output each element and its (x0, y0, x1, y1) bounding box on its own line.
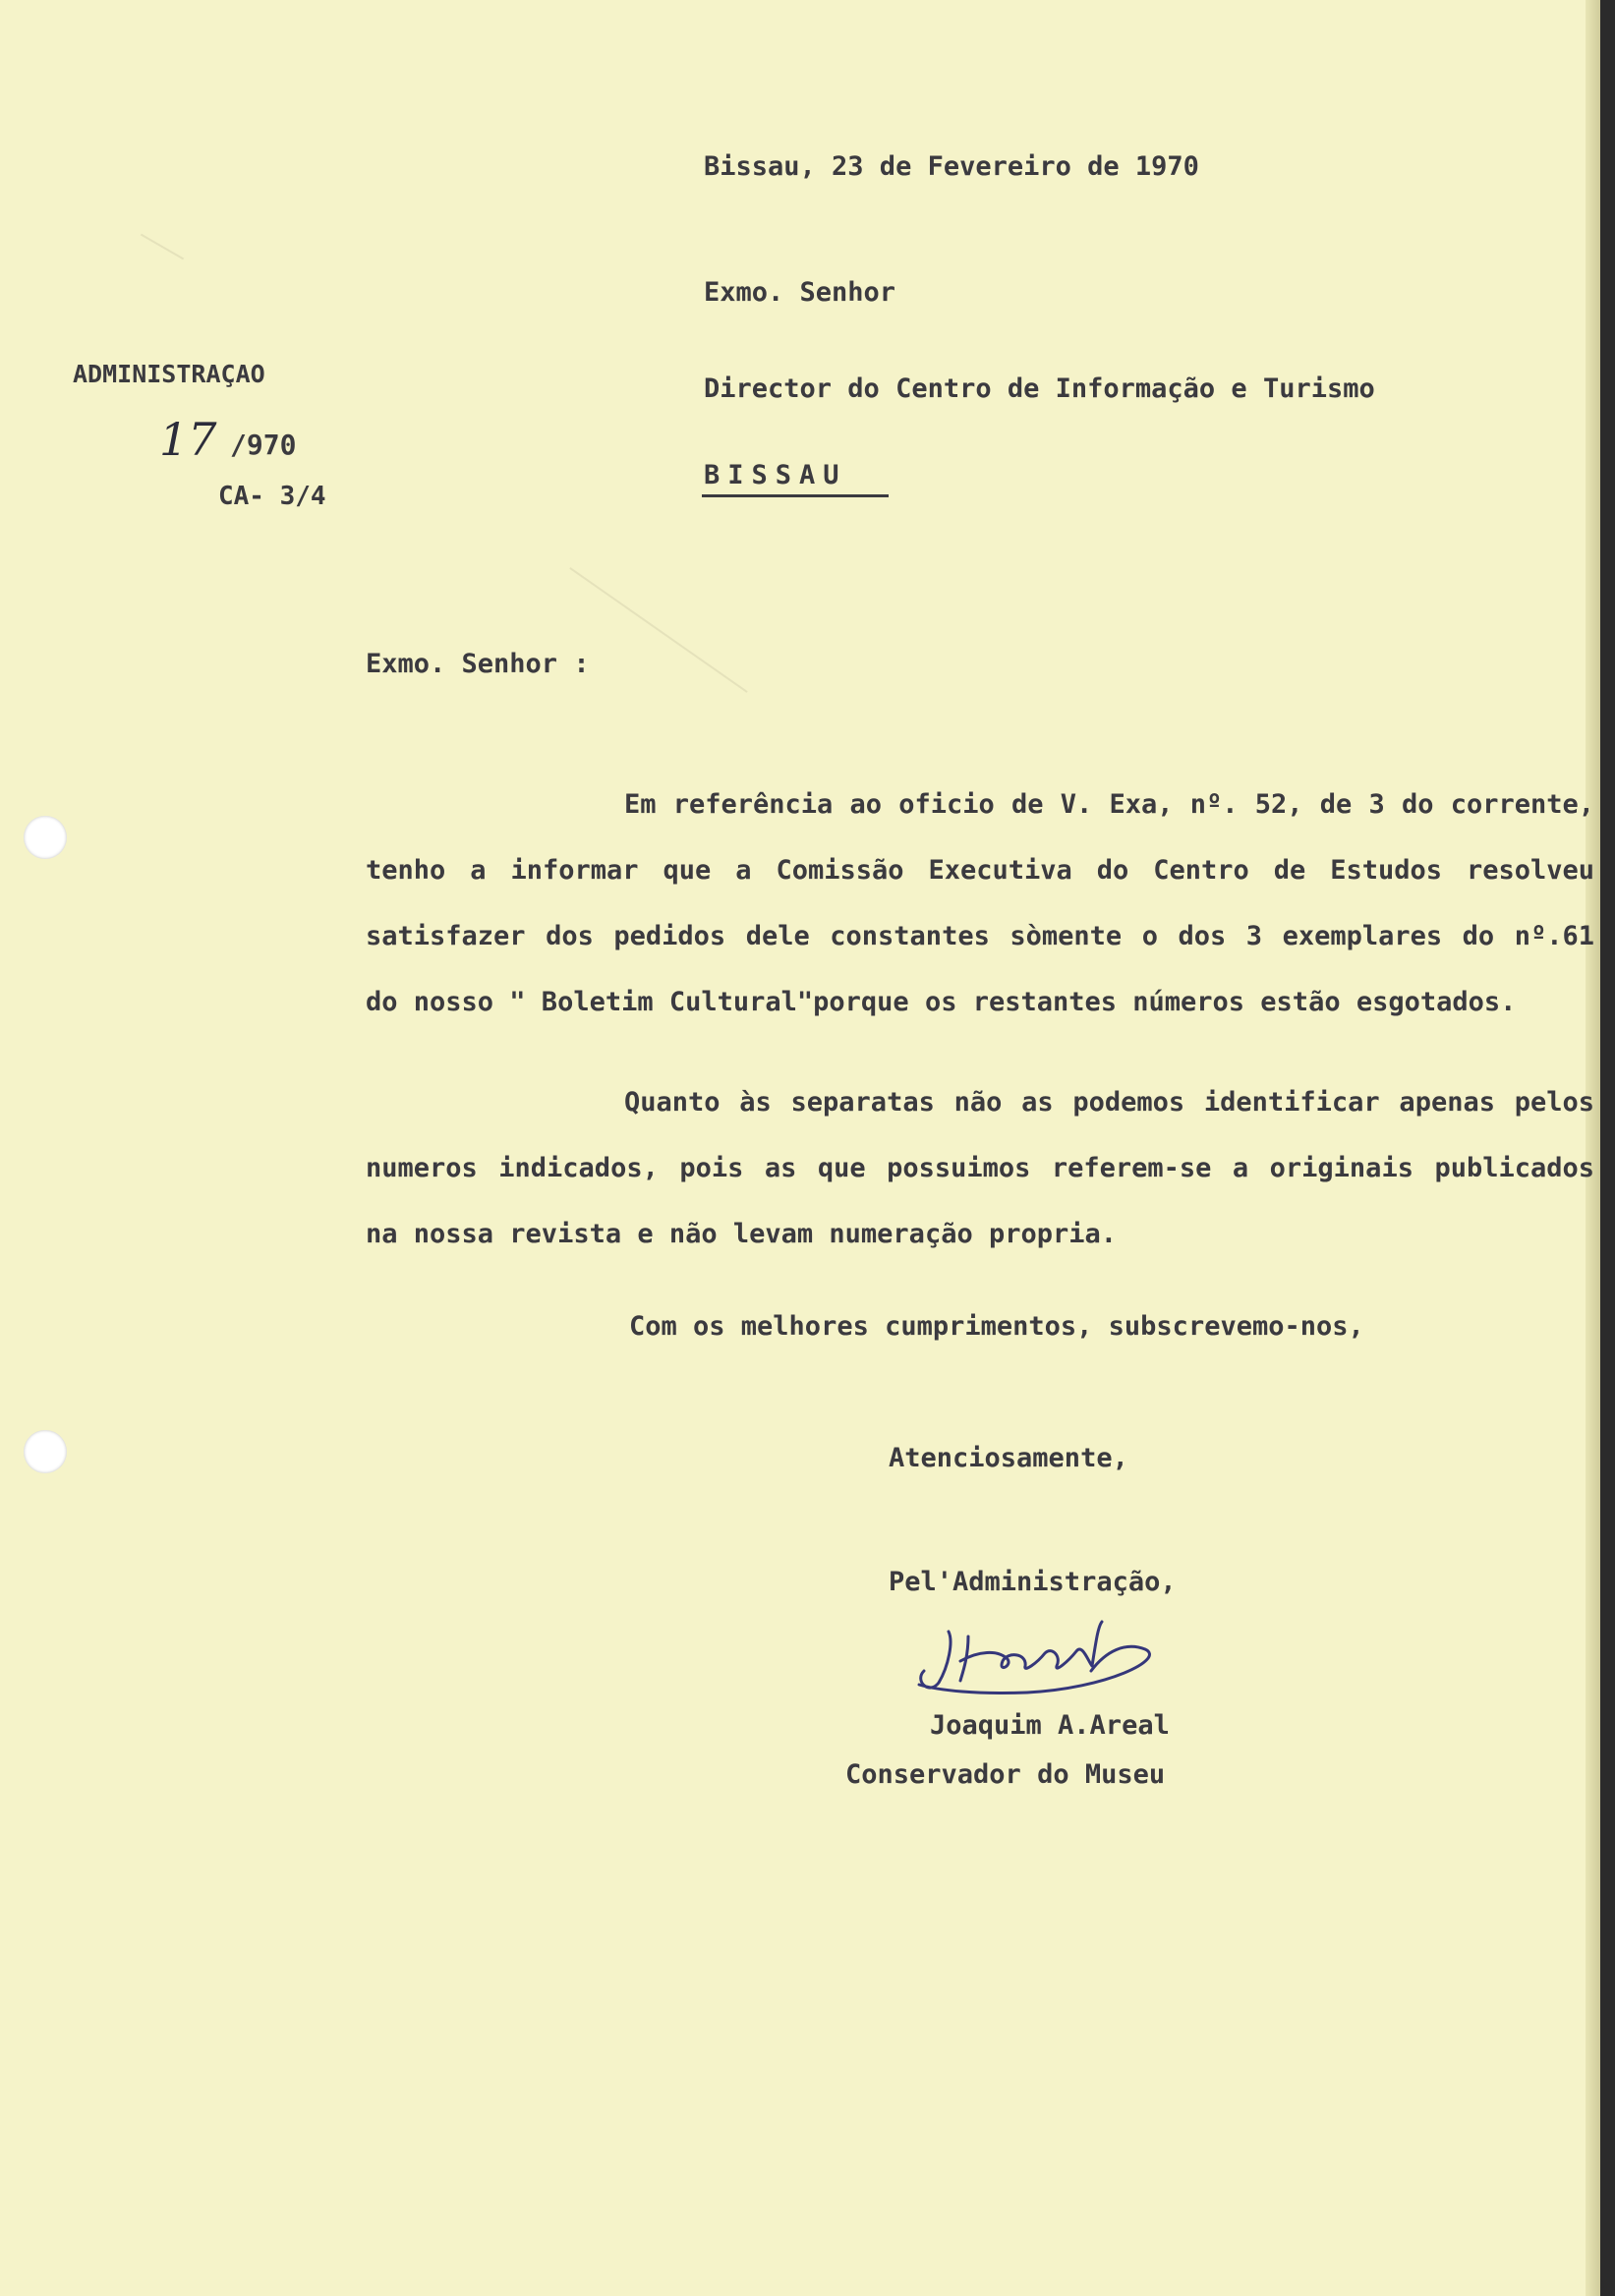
signer-name: Joaquim A.Areal (930, 1710, 1170, 1741)
recipient-salutation: Exmo. Senhor (704, 277, 896, 308)
on-behalf-line: Pel'Administração, (889, 1567, 1177, 1597)
reference-number-handwritten: 17 (159, 413, 217, 466)
reference-code: CA- 3/4 (218, 482, 326, 511)
letter-salutation: Exmo. Senhor : (366, 649, 590, 679)
body-paragraph-1: Em referência ao oficio de V. Exa, nº. 52, de 3 do corrente, tenho a informar que a Comissão Executiva do Centro de Estudos resolveu satisfazer dos pedidos dele constantes sòmente o dos 3 exemplares do nº.61 do nosso " Boletim Cultural"porque os restantes números estão esgotados. (366, 789, 1594, 1017)
recipient-city: BISSAU (704, 460, 847, 490)
regards-line: Atenciosamente, (889, 1443, 1128, 1473)
closing-line: Com os melhores cumprimentos, subscrevemo-nos, (629, 1311, 1364, 1342)
body-paragraph-2: Quanto às separatas não as podemos identificar apenas pelos numeros indicados, pois as que possuimos referem-se a originais publicados na nossa revista e não levam numeração propria. (366, 1087, 1594, 1249)
paper-mark (141, 234, 184, 260)
recipient-title: Director do Centro de Informação e Turismo (704, 373, 1375, 404)
reference-department: ADMINISTRAÇAO (73, 360, 265, 388)
punch-hole-top (24, 816, 67, 859)
handwritten-signature (909, 1612, 1175, 1700)
signer-role: Conservador do Museu (845, 1759, 1166, 1790)
paper-mark (569, 567, 747, 693)
punch-hole-bottom (24, 1430, 67, 1473)
date-line: Bissau, 23 de Fevereiro de 1970 (704, 151, 1199, 182)
city-underline (702, 494, 889, 497)
reference-year: /970 (230, 429, 297, 461)
